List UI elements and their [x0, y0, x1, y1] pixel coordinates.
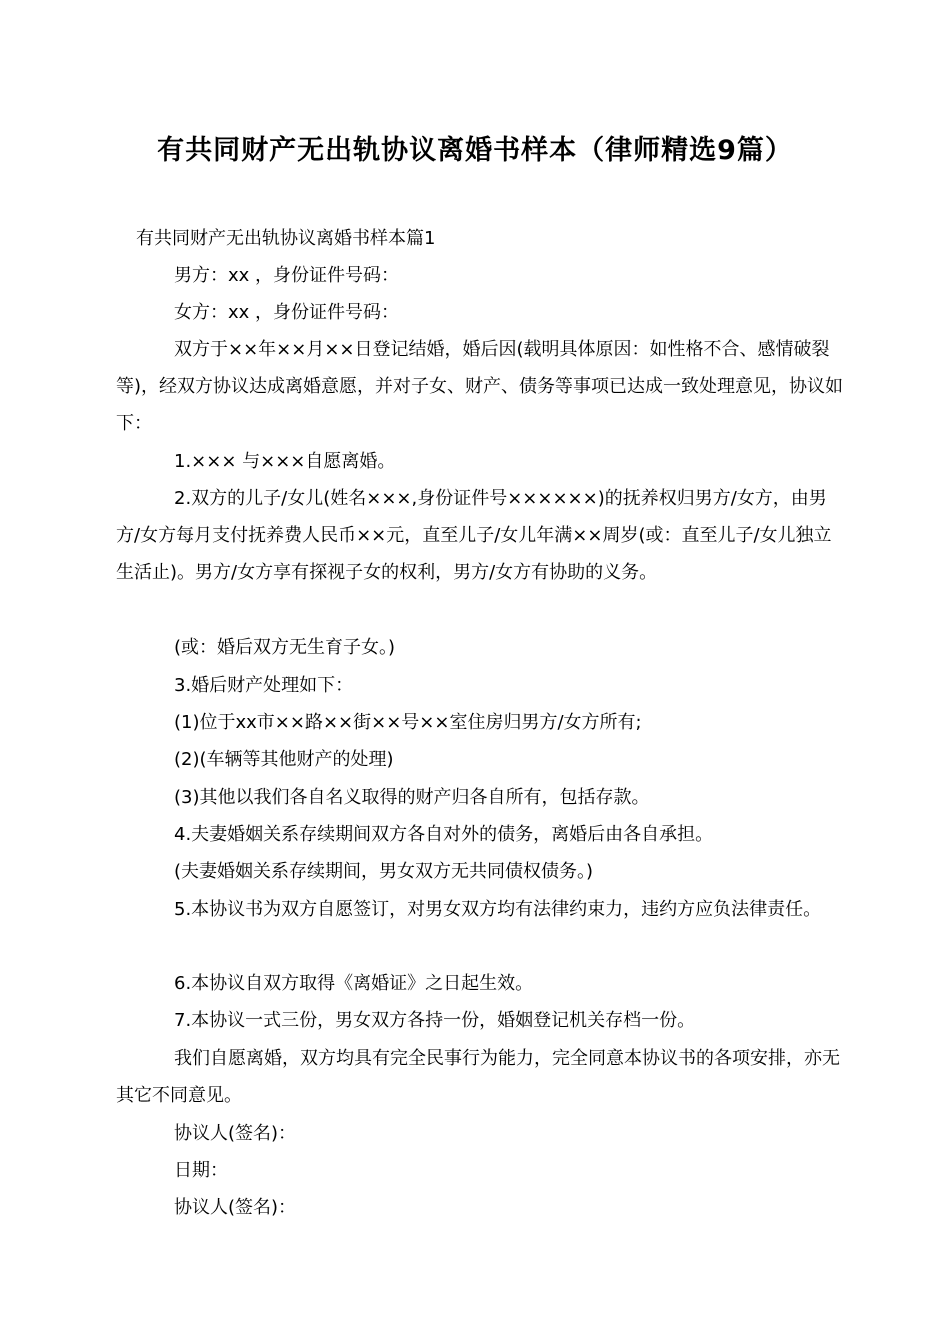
clause-2-alt: (或：婚后双方无生育子女。) [174, 637, 396, 658]
intro-paragraph: 双方于××年××月××日登记结婚，婚后因(载明具体原因：如性格不合、感情破裂等)，经双方协议达成离婚意愿，并对子女、财产、债务等事项已达成一致处理意见，协议如下： [116, 339, 844, 434]
date-line: 日期： [174, 1160, 228, 1181]
clause-4: 4.夫妻婚姻关系存续期间双方各自对外的债务，离婚后由各自承担。 [174, 824, 714, 845]
document-title: 有共同财产无出轨协议离婚书样本（律师精选9篇） [157, 135, 793, 166]
signature-line-2: 协议人(签名)： [174, 1197, 297, 1218]
husband-line: 男方：xx ，身份证件号码： [174, 265, 400, 286]
clause-3-item-1: (1)位于xx市××路××街××号××室住房归男方/女方所有; [174, 712, 642, 733]
clause-6: 6.本协议自双方取得《离婚证》之日起生效。 [174, 973, 534, 994]
clause-2: 2.双方的儿子/女儿(姓名×××,身份证件号××××××)的抚养权归男方/女方，由男方/女方每月支付抚养费人民币××元，直至儿子/女儿年满××周岁(或：直至儿子/女儿独立生活止)。男方/女方享有探视子女的权利，男方/女方有协助的义务。 [116, 488, 832, 583]
clause-3-item-3: (3)其他以我们各自名义取得的财产归各自所有，包括存款。 [174, 787, 650, 808]
clause-3-item-2: (2)(车辆等其他财产的处理) [174, 749, 394, 770]
clause-7: 7.本协议一式三份，男女双方各持一份，婚姻登记机关存档一份。 [174, 1010, 696, 1031]
section-heading: 有共同财产无出轨协议离婚书样本篇1 [136, 228, 436, 249]
declaration-paragraph: 我们自愿离婚，双方均具有完全民事行为能力，完全同意本协议书的各项安排，亦无其它不同意见。 [116, 1048, 840, 1106]
signature-line-1: 协议人(签名)： [174, 1123, 297, 1144]
clause-1: 1.××× 与×××自愿离婚。 [174, 451, 396, 472]
clause-4-alt: (夫妻婚姻关系存续期间，男女双方无共同债权债务。) [174, 861, 594, 882]
wife-line: 女方：xx ，身份证件号码： [174, 302, 400, 323]
clause-5: 5.本协议书为双方自愿签订，对男女双方均有法律约束力，违约方应负法律责任。 [174, 899, 822, 920]
clause-3: 3.婚后财产处理如下： [174, 675, 354, 696]
